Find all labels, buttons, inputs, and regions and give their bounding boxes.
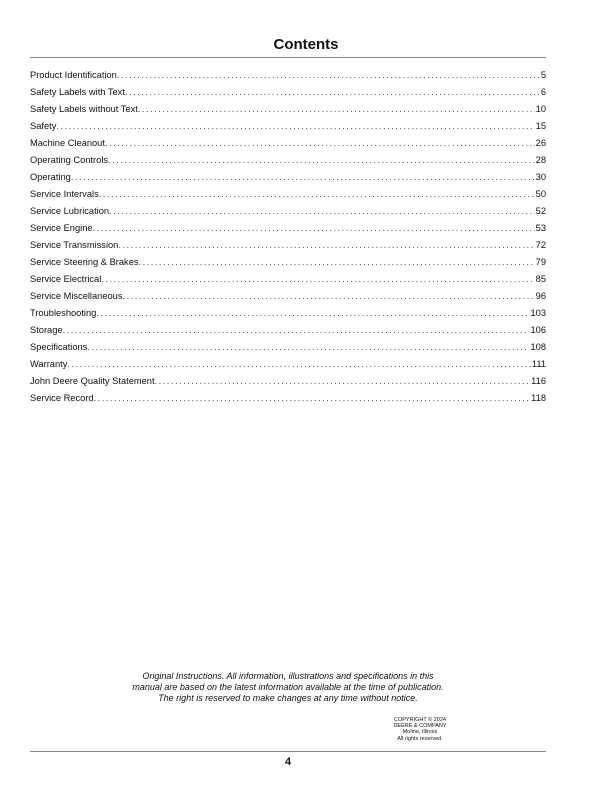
toc-entry[interactable] [30,288,546,305]
notice-line: The right is reserved to make changes at any time without notice. [158,693,418,703]
toc-entry-label: Troubleshooting [30,308,97,318]
toc-entry-label: Machine Cleanout [30,138,105,148]
toc-entry[interactable] [30,67,546,84]
toc-entry[interactable] [30,118,546,135]
toc-entry-label: Service Lubrication [30,206,110,216]
table-of-contents [30,67,546,407]
toc-entry[interactable] [30,390,546,407]
toc-entry-label: Warranty [30,359,68,369]
toc-entry-page: 6 [540,87,546,97]
toc-entry-page: 85 [535,274,546,284]
toc-entry-label: Service Steering & Brakes [30,257,139,267]
toc-entry-page: 111 [531,359,546,369]
toc-entry-label: Operating Controls [30,155,109,165]
copyright-line: Moline, Illinois [402,729,438,736]
dot-leader [125,84,540,101]
toc-entry-label: Service Electrical [30,274,102,284]
toc-entry[interactable] [30,356,546,373]
page-title: Contents [273,36,339,53]
toc-entry-page: 108 [530,342,546,352]
dot-leader [71,169,535,186]
dot-leader [155,373,531,390]
toc-entry[interactable] [30,186,546,203]
dot-leader [96,305,529,322]
dot-leader [108,152,535,169]
toc-entry-page: 53 [535,223,546,233]
copyright-line: All rights reserved. [397,735,443,742]
toc-entry[interactable] [30,322,546,339]
toc-entry-page: 116 [531,376,546,386]
copyright-block [370,717,470,742]
dot-leader [63,322,530,339]
dot-leader [67,356,530,373]
toc-entry-page: 15 [535,121,546,131]
toc-entry-label: Safety Labels with Text [30,87,125,97]
toc-entry-page: 96 [535,291,546,301]
toc-entry-label: Safety [30,121,57,131]
toc-entry-page: 50 [535,189,546,199]
toc-entry-page: 103 [530,308,546,318]
notice-line: manual are based on the latest information available at the time of publication. [132,682,444,692]
toc-entry[interactable] [30,169,546,186]
toc-entry-label: Operating [30,172,71,182]
toc-entry-page: 52 [535,206,546,216]
dot-leader [138,101,535,118]
page-number: 4 [284,756,292,768]
toc-entry-page: 106 [530,325,546,335]
dot-leader [118,237,534,254]
toc-entry[interactable] [30,373,546,390]
toc-entry-page: 72 [535,240,546,250]
toc-entry-page: 26 [535,138,546,148]
toc-entry[interactable] [30,152,546,169]
original-instructions-notice [0,671,576,704]
toc-entry-label: Service Intervals [30,189,99,199]
toc-entry[interactable] [30,135,546,152]
toc-entry-page: 5 [540,70,546,80]
toc-entry-page: 28 [535,155,546,165]
toc-entry-label: Product Identification [30,70,117,80]
toc-entry[interactable] [30,203,546,220]
toc-entry-label: John Deere Quality Statement [30,376,155,386]
toc-entry-page: 79 [535,257,546,267]
toc-entry[interactable] [30,220,546,237]
toc-entry-page: 118 [531,393,546,403]
dot-leader [105,135,535,152]
dot-leader [101,271,534,288]
toc-entry-label: Safety Labels without Text [30,104,138,114]
dot-leader [99,186,535,203]
dot-leader [139,254,535,271]
toc-entry-page: 30 [535,172,546,182]
dot-leader [87,339,529,356]
top-divider [30,57,546,58]
copyright-line: COPYRIGHT © 2024 [394,717,446,723]
toc-entry-label: Storage [30,325,63,335]
toc-entry[interactable] [30,101,546,118]
dot-leader [94,390,531,407]
copyright-line: DEERE & COMPANY [393,723,447,730]
toc-entry[interactable] [30,339,546,356]
dot-leader [123,288,535,305]
toc-entry-label: Specifications [30,342,88,352]
toc-entry[interactable] [30,254,546,271]
toc-entry-label: Service Record [30,393,94,403]
dot-leader [93,220,535,237]
toc-entry[interactable] [30,84,546,101]
notice-line: Original Instructions. All information, illustrations and specifications in this [142,671,434,681]
toc-entry[interactable] [30,237,546,254]
toc-entry[interactable] [30,305,546,322]
toc-entry[interactable] [30,271,546,288]
toc-entry-label: Service Miscellaneous [30,291,123,301]
toc-entry-label: Service Engine [30,223,93,233]
dot-leader [56,118,534,135]
toc-entry-page: 10 [535,104,546,114]
toc-entry-label: Service Transmission [30,240,119,250]
bottom-divider [30,751,546,752]
dot-leader [117,67,540,84]
dot-leader [109,203,535,220]
